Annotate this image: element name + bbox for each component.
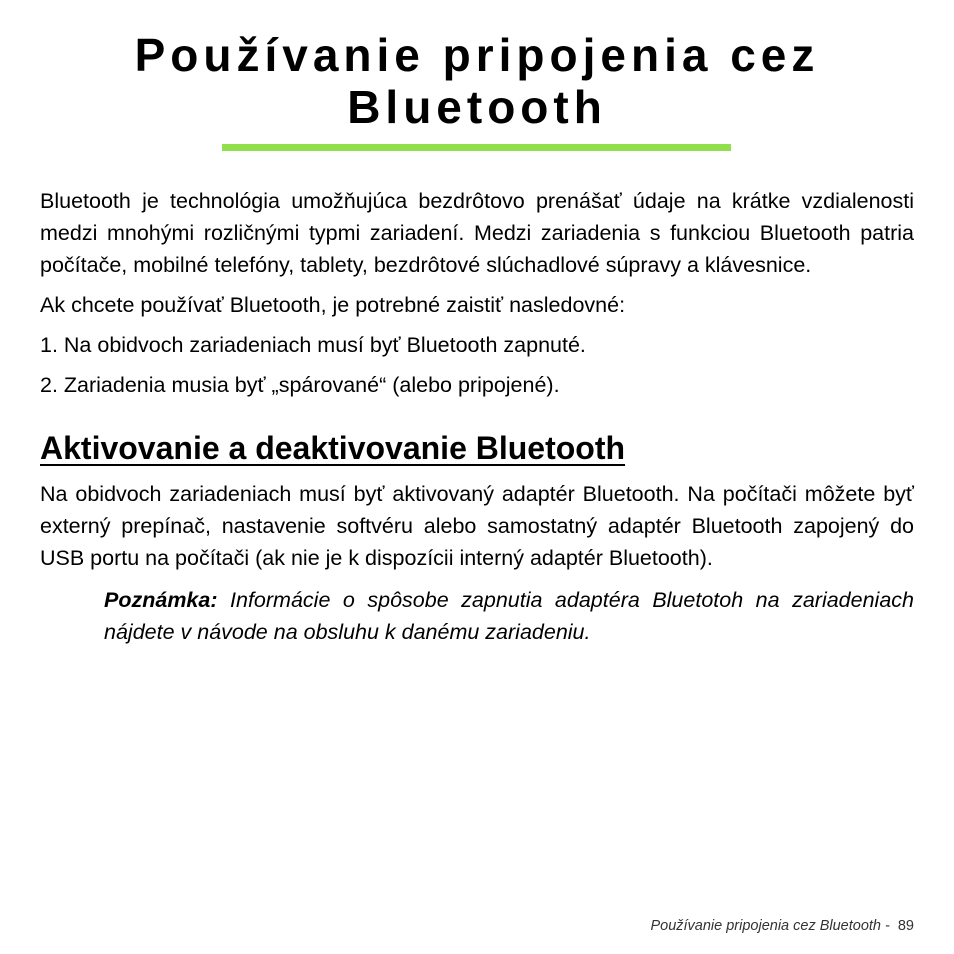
page-title-line-2: Bluetooth — [347, 81, 607, 133]
step-2: 2. Zariadenia musia byť „spárované“ (alebo pripojené). — [40, 373, 560, 397]
requirements-paragraph: Ak chcete používať Bluetooth, je potrebné zaistiť nasledovné: — [40, 293, 626, 317]
section-heading: Aktivovanie a deaktivovanie Bluetooth — [40, 430, 626, 466]
page-title — [60, 29, 894, 133]
footer-text: Používanie pripojenia cez Bluetooth - — [650, 918, 890, 934]
title-underline-rule — [222, 144, 731, 151]
step-1: 1. Na obidvoch zariadeniach musí byť Bluetooth zapnuté. — [40, 333, 586, 357]
page-footer — [650, 918, 914, 934]
page-number: 89 — [897, 918, 914, 934]
main-content — [40, 185, 914, 648]
note-block — [104, 584, 914, 648]
note-label: Poznámka: — [104, 588, 218, 612]
section-body: Na obidvoch zariadeniach musí byť aktivovaný adaptér Bluetooth. Na počítači môžete byť externý prepínač, nastavenie softvéru alebo samostatný adaptér Bluetooth zapojený do USB portu na počítači (ak nie je k dispozícii interný adaptér Bluetooth). — [40, 482, 914, 570]
page-title-line-1: Používanie pripojenia cez — [134, 29, 820, 81]
note-text: Informácie o spôsobe zapnutia adaptéra Bluetotoh na zariadeniach nájdete v návode na obsluhu k danému zariadeniu. — [104, 588, 914, 644]
intro-paragraph: Bluetooth je technológia umožňujúca bezdrôtovo prenášať údaje na krátke vzdialenosti medzi mnohými rozličnými typmi zariadení. Medzi zariadenia s funkciou Bluetooth patria počítače, mobilné telefóny, tablety, bezdrôtové slúchadlové súpravy a klávesnice. — [40, 189, 914, 277]
